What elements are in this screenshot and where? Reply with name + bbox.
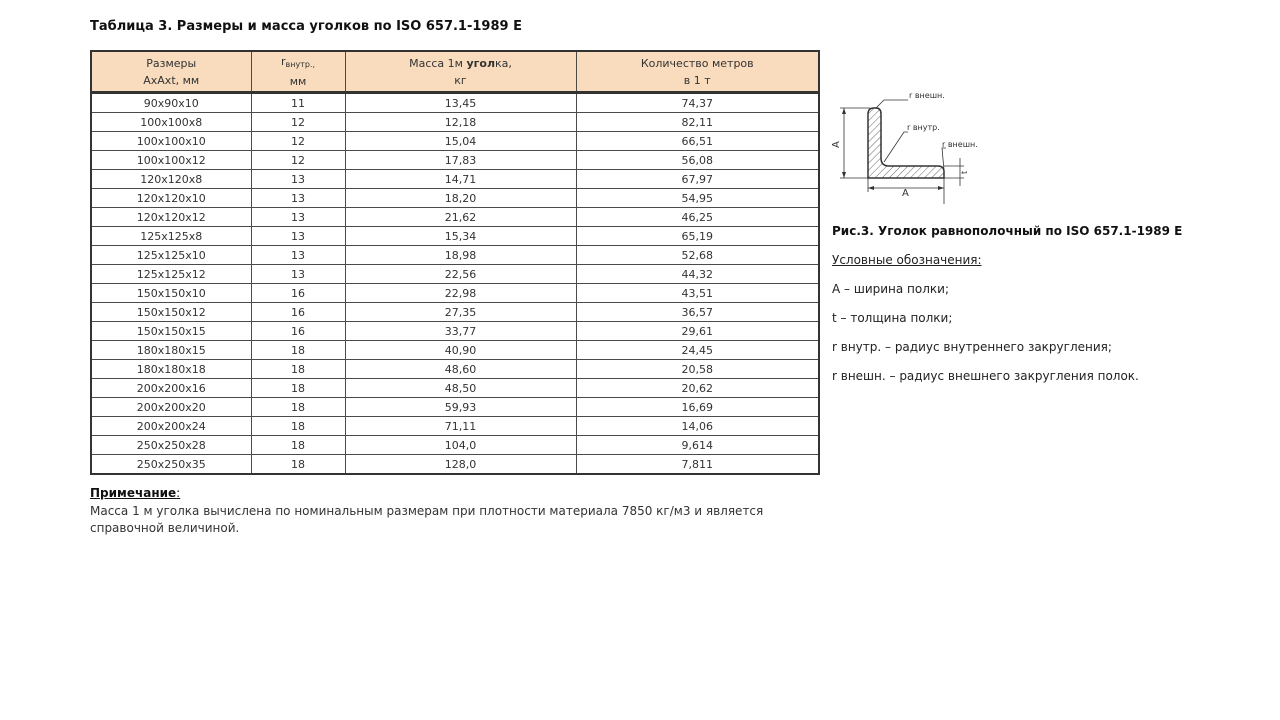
table-row xyxy=(91,93,819,113)
cell-meters-per-ton: 24,45 xyxy=(576,341,819,360)
cell-dimensions: 200x200x16 xyxy=(91,379,251,398)
angle-section-shape xyxy=(868,108,944,178)
cell-inner-radius: 18 xyxy=(251,455,345,475)
cell-inner-radius: 18 xyxy=(251,341,345,360)
cell-meters-per-ton: 74,37 xyxy=(576,93,819,113)
cell-dimensions: 250x250x35 xyxy=(91,455,251,475)
cell-dimensions: 90x90x10 xyxy=(91,93,251,113)
table-row xyxy=(91,284,819,303)
note-heading: Примечание: xyxy=(90,486,181,500)
table-header-row xyxy=(91,51,819,93)
cell-dimensions: 125x125x10 xyxy=(91,246,251,265)
cell-mass: 14,71 xyxy=(345,170,576,189)
cell-inner-radius: 13 xyxy=(251,265,345,284)
cell-mass: 15,34 xyxy=(345,227,576,246)
cell-dimensions: 180x180x15 xyxy=(91,341,251,360)
legend-item: r внутр. – радиус внутреннего закругления; xyxy=(832,340,1112,354)
cell-mass: 22,98 xyxy=(345,284,576,303)
cell-mass: 12,18 xyxy=(345,113,576,132)
table-row xyxy=(91,113,819,132)
cell-mass: 18,20 xyxy=(345,189,576,208)
table-row xyxy=(91,417,819,436)
label-r-outer-top: r внешн. xyxy=(909,91,945,100)
cell-inner-radius: 16 xyxy=(251,303,345,322)
cell-inner-radius: 12 xyxy=(251,151,345,170)
cell-meters-per-ton: 20,58 xyxy=(576,360,819,379)
table-row xyxy=(91,265,819,284)
cell-meters-per-ton: 29,61 xyxy=(576,322,819,341)
cell-inner-radius: 16 xyxy=(251,322,345,341)
cell-meters-per-ton: 56,08 xyxy=(576,151,819,170)
table-row xyxy=(91,227,819,246)
cell-meters-per-ton: 16,69 xyxy=(576,398,819,417)
label-a-horizontal: A xyxy=(902,188,909,199)
cell-inner-radius: 16 xyxy=(251,284,345,303)
table-title: Таблица 3. Размеры и масса уголков по ISO 657.1-1989 E xyxy=(90,19,522,34)
cell-inner-radius: 11 xyxy=(251,93,345,113)
table-row xyxy=(91,341,819,360)
cell-mass: 18,98 xyxy=(345,246,576,265)
cell-inner-radius: 12 xyxy=(251,132,345,151)
note-text: Масса 1 м уголка вычислена по номинальным размерам при плотности материала 7850 кг/м3 и является справочной величиной. xyxy=(90,504,764,535)
cell-inner-radius: 18 xyxy=(251,360,345,379)
angle-profile-figure xyxy=(826,78,986,218)
cell-meters-per-ton: 65,19 xyxy=(576,227,819,246)
cell-dimensions: 200x200x20 xyxy=(91,398,251,417)
cell-mass: 40,90 xyxy=(345,341,576,360)
cell-mass: 27,35 xyxy=(345,303,576,322)
cell-dimensions: 150x150x15 xyxy=(91,322,251,341)
cell-inner-radius: 13 xyxy=(251,208,345,227)
angle-dimensions-table xyxy=(90,50,820,475)
table-row xyxy=(91,379,819,398)
header-meters-per-ton: Количество метров в 1 т xyxy=(576,51,819,93)
table-row xyxy=(91,322,819,341)
cell-meters-per-ton: 44,32 xyxy=(576,265,819,284)
table-row xyxy=(91,208,819,227)
cell-meters-per-ton: 46,25 xyxy=(576,208,819,227)
header-dimensions: Размеры AxAxt, мм xyxy=(91,51,251,93)
cell-mass: 128,0 xyxy=(345,455,576,475)
legend-heading: Условные обозначения: xyxy=(832,253,982,267)
table-row xyxy=(91,360,819,379)
cell-mass: 21,62 xyxy=(345,208,576,227)
cell-dimensions: 150x150x12 xyxy=(91,303,251,322)
label-a-vertical: A xyxy=(831,141,842,148)
cell-inner-radius: 13 xyxy=(251,227,345,246)
table-row xyxy=(91,398,819,417)
cell-meters-per-ton: 7,811 xyxy=(576,455,819,475)
label-r-outer-right: r внешн. xyxy=(942,140,978,149)
cell-inner-radius: 13 xyxy=(251,246,345,265)
cell-meters-per-ton: 52,68 xyxy=(576,246,819,265)
cell-dimensions: 120x120x12 xyxy=(91,208,251,227)
cell-meters-per-ton: 66,51 xyxy=(576,132,819,151)
label-r-inner: r внутр. xyxy=(907,123,940,132)
cell-inner-radius: 13 xyxy=(251,170,345,189)
header-mass: Масса 1м уголка, кг xyxy=(345,51,576,93)
cell-mass: 15,04 xyxy=(345,132,576,151)
cell-meters-per-ton: 20,62 xyxy=(576,379,819,398)
cell-meters-per-ton: 67,97 xyxy=(576,170,819,189)
label-t: t xyxy=(960,170,969,174)
cell-mass: 104,0 xyxy=(345,436,576,455)
legend-item: A – ширина полки; xyxy=(832,282,949,296)
cell-dimensions: 200x200x24 xyxy=(91,417,251,436)
cell-mass: 71,11 xyxy=(345,417,576,436)
cell-inner-radius: 18 xyxy=(251,417,345,436)
legend-item: t – толщина полки; xyxy=(832,311,953,325)
cell-dimensions: 100x100x8 xyxy=(91,113,251,132)
cell-dimensions: 120x120x8 xyxy=(91,170,251,189)
table-row xyxy=(91,132,819,151)
cell-mass: 13,45 xyxy=(345,93,576,113)
cell-mass: 48,50 xyxy=(345,379,576,398)
cell-meters-per-ton: 9,614 xyxy=(576,436,819,455)
cell-mass: 22,56 xyxy=(345,265,576,284)
table-row xyxy=(91,303,819,322)
cell-meters-per-ton: 43,51 xyxy=(576,284,819,303)
cell-mass: 59,93 xyxy=(345,398,576,417)
table-row xyxy=(91,170,819,189)
table-row xyxy=(91,246,819,265)
cell-dimensions: 100x100x10 xyxy=(91,132,251,151)
table-row xyxy=(91,151,819,170)
cell-meters-per-ton: 14,06 xyxy=(576,417,819,436)
cell-mass: 48,60 xyxy=(345,360,576,379)
cell-mass: 17,83 xyxy=(345,151,576,170)
figure-caption: Рис.3. Уголок равнополочный по ISO 657.1-1989 E xyxy=(832,224,1183,238)
table-row xyxy=(91,189,819,208)
header-inner-radius: $r_{внутр.,}$ мм xyxy=(251,51,345,93)
cell-meters-per-ton: 54,95 xyxy=(576,189,819,208)
cell-dimensions: 120x120x10 xyxy=(91,189,251,208)
cell-dimensions: 250x250x28 xyxy=(91,436,251,455)
cell-inner-radius: 18 xyxy=(251,379,345,398)
cell-inner-radius: 13 xyxy=(251,189,345,208)
cell-meters-per-ton: 36,57 xyxy=(576,303,819,322)
legend-item: r внешн. – радиус внешнего закругления полок. xyxy=(832,369,1139,383)
cell-mass: 33,77 xyxy=(345,322,576,341)
cell-inner-radius: 12 xyxy=(251,113,345,132)
cell-dimensions: 150x150x10 xyxy=(91,284,251,303)
cell-inner-radius: 18 xyxy=(251,398,345,417)
cell-dimensions: 180x180x18 xyxy=(91,360,251,379)
cell-dimensions: 100x100x12 xyxy=(91,151,251,170)
cell-dimensions: 125x125x8 xyxy=(91,227,251,246)
cell-meters-per-ton: 82,11 xyxy=(576,113,819,132)
cell-dimensions: 125x125x12 xyxy=(91,265,251,284)
cell-inner-radius: 18 xyxy=(251,436,345,455)
table-row xyxy=(91,436,819,455)
table-row xyxy=(91,455,819,475)
